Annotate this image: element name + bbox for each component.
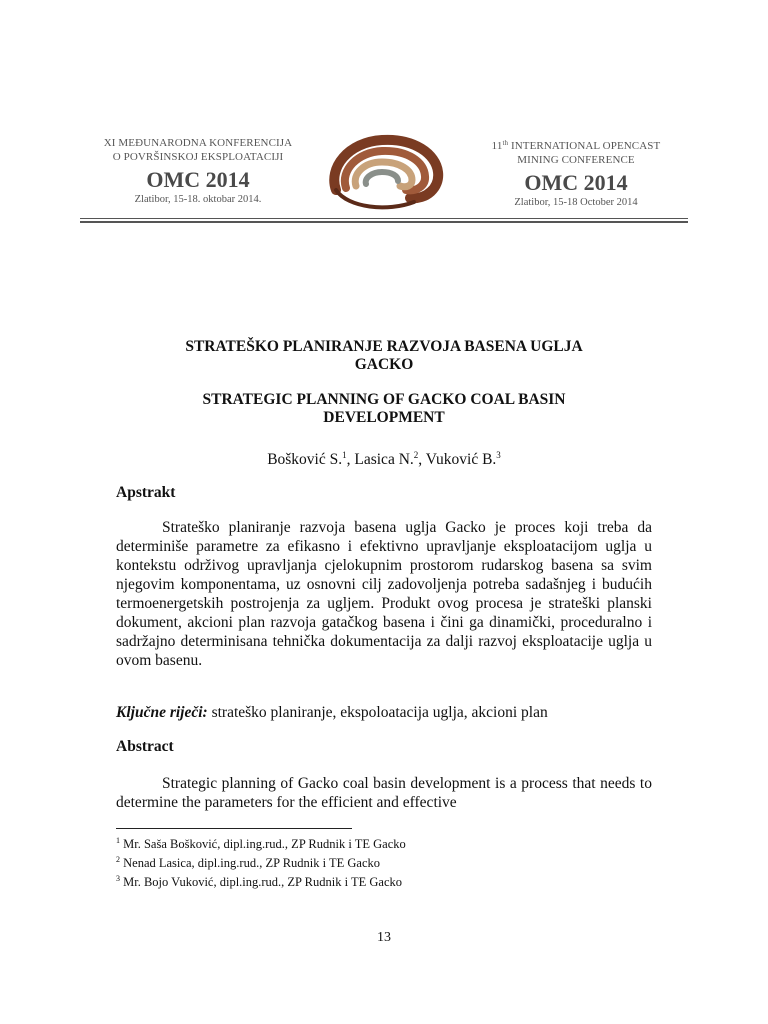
- title-serbian-line1: STRATEŠKO PLANIRANJE RAZVOJA BASENA UGLJA: [185, 338, 583, 355]
- title-serbian: [120, 338, 648, 374]
- keywords: [116, 703, 652, 722]
- keywords-text: strateško planiranje, ekspoloatacija uglja, akcioni plan: [207, 704, 548, 721]
- footnote-item: $^3$ Mr. Bojo Vuković, dipl.ing.rud., ZP Rudnik i TE Gacko: [116, 874, 403, 890]
- header-right-event: OMC 2014: [524, 170, 628, 195]
- author-name: Lasica N.: [354, 451, 414, 469]
- authors: Bošković S.$^1$, Lasica N.$^2$, Vuković B.$^3$: [267, 450, 501, 469]
- title-english-line1: STRATEGIC PLANNING OF GACKO COAL BASIN: [202, 391, 566, 408]
- header-rule-thin: [80, 218, 688, 219]
- title-english: [120, 391, 648, 427]
- title-serbian-line2: GACKO: [354, 356, 414, 373]
- footnotes: [116, 833, 406, 890]
- author-mark: 2: [413, 450, 419, 460]
- author-name: Vuković B.: [425, 451, 497, 469]
- abstract-serbian-heading: Apstrakt: [116, 484, 176, 501]
- header-right-line1: 11th INTERNATIONAL OPENCAST: [491, 139, 661, 152]
- conference-logo: [318, 128, 450, 216]
- author-mark: 1: [342, 450, 347, 460]
- header-left-line2: O POVRŠINSKOJ EKSPLOATACIJI: [112, 151, 284, 163]
- header-left: [84, 136, 312, 206]
- title-english-line2: DEVELOPMENT: [323, 409, 445, 426]
- header-left-date: Zlatibor, 15-18. oktobar 2014.: [134, 194, 262, 205]
- footnote-item: $^1$ Mr. Saša Bošković, dipl.ing.rud., ZP Rudnik i TE Gacko: [116, 836, 406, 852]
- header-right-line2: MINING CONFERENCE: [517, 154, 635, 166]
- abstract-serbian-text: Strateško planiranje razvoja basena uglja Gacko je proces koji treba da determiniše parametre za efikasno i efektivno upravljanje eksploatacijom uglja u kontekstu održivog upravljanja cjelokupnim prostorom rudarskog basena sa svim njegovim komponentama, uz osnovni cilj zadovoljenja potreba sadašnjeg i budućih termoenergetskih postrojenja za ugljem. Produkt ovog procesa je strateški planski dokument, akcioni plan razvoja gatačkog basena i čini ga dinamički, proceduralno i sadržajno determinisana tehnička dokumentacija za dalji razvoj eksploatacije uglja u ovom basenu.: [116, 519, 652, 669]
- footnote-rule: [116, 828, 352, 829]
- author-mark: 3: [496, 450, 501, 460]
- header-rule-thick: [80, 221, 688, 223]
- header-right: [468, 136, 684, 209]
- header-left-line1: XI MEĐUNARODNA KONFERENCIJA: [103, 137, 293, 149]
- abstract-english-heading: Abstract: [116, 738, 174, 755]
- header-left-event: OMC 2014: [146, 167, 250, 192]
- keywords-label: Ključne riječi:: [116, 704, 208, 721]
- abstract-english-text: Strategic planning of Gacko coal basin development is a process that needs to determine the parameters for the efficient and effective: [116, 775, 652, 811]
- author-name: Bošković S.: [267, 451, 343, 469]
- page-number: 13: [377, 930, 391, 945]
- header-right-date: Zlatibor, 15-18 October 2014: [514, 197, 638, 208]
- footnote-item: $^2$ Nenad Lasica, dipl.ing.rud., ZP Rudnik i TE Gacko: [116, 855, 381, 871]
